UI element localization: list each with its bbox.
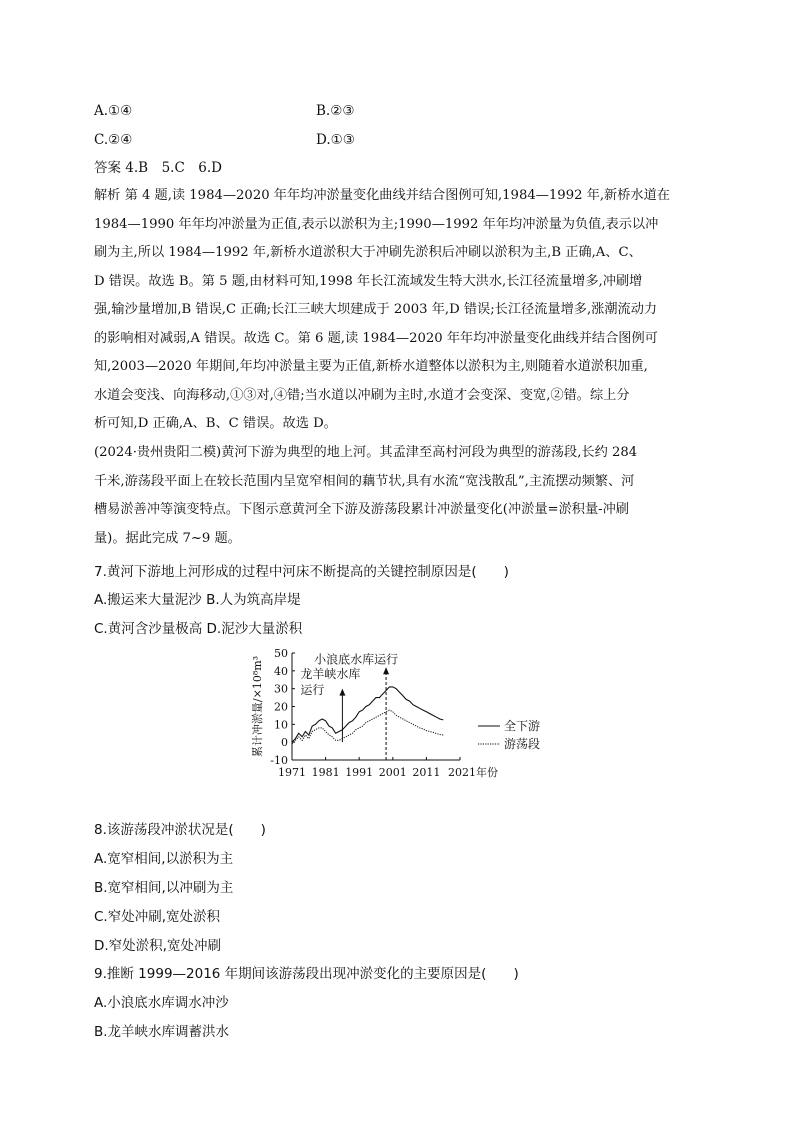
- question-7-options-ab: A.搬运来大量泥沙 B.人为筑高岸堤: [94, 592, 301, 608]
- question-8-option: D.窄处淤积,宽处冲刷: [94, 938, 221, 954]
- question-8-option: B.宽窄相间,以冲刷为主: [94, 880, 234, 896]
- option-row-ab: [94, 101, 355, 121]
- x-tick-label: 2001: [378, 766, 407, 779]
- chart-legend: [478, 718, 540, 751]
- chart-axes: [250, 647, 498, 779]
- material-paragraph: [94, 439, 704, 553]
- annotation-arrow-head: [383, 667, 389, 674]
- option-a: A.①④: [94, 103, 133, 119]
- y-tick-label: 40: [274, 664, 288, 678]
- analysis-line: 析可知,D 正确,A、B、C 错误。故选 D。: [94, 416, 337, 431]
- chart: [245, 645, 565, 785]
- option-c: C.②④: [94, 132, 133, 148]
- question-7-stem: 7.黄河下游地上河形成的过程中河床不断提高的关键控制原因是( ): [94, 564, 509, 580]
- annotation-label: 小浪底水库运行: [314, 652, 399, 667]
- x-tick-label: 1991: [345, 766, 374, 779]
- analysis-line: D 错误。故选 B。第 5 题,由材料可知,1998 年长江流域发生特大洪水,长江径流量增多,冲刷增: [94, 273, 643, 289]
- y-tick-label: 50: [274, 647, 288, 660]
- y-tick-label: 30: [274, 682, 288, 696]
- x-tick-label: 1971: [278, 766, 306, 779]
- analysis-line: 刷为主,所以 1984—1992 年,新桥水道淤积大于冲刷先淤积后冲刷以淤积为主,B 正确,A、C、: [94, 245, 642, 260]
- answer-line: 答案 4.B 5.C 6.D: [94, 160, 223, 176]
- question-9-stem: 9.推断 1999—2016 年期间该游荡段出现冲淤变化的主要原因是( ): [94, 966, 519, 982]
- annotation-arrow-head: [339, 689, 345, 696]
- question-8-option: A.宽窄相间,以淤积为主: [94, 851, 234, 867]
- y-tick-label: 20: [274, 700, 288, 714]
- legend-label: 全下游: [504, 719, 541, 733]
- legend-label: 游荡段: [504, 737, 541, 751]
- question-8-stem: 8.该游荡段冲淤状况是( ): [94, 822, 266, 838]
- question-9-option: A.小浪底水库调水冲沙: [94, 995, 229, 1011]
- material-line: (2024·贵州贵阳二模)黄河下游为典型的地上河。其孟津至高村河段为典型的游荡段,长约 284: [94, 445, 638, 460]
- question-9-option: B.龙羊峡水库调蓄洪水: [94, 1024, 230, 1040]
- option-b: B.②③: [316, 103, 355, 119]
- y-tick-label: -10: [270, 754, 288, 767]
- material-line: 槽易淤善冲等演变特点。下图示意黄河全下游及游荡段累计冲淤量变化(冲淤量=淤积量-冲刷: [94, 502, 629, 517]
- analysis-line: 知,2003—2020 年期间,年均冲淤量主要为正值,新桥水道整体以淤积为主,则随着水道淤积加重,: [94, 359, 648, 374]
- annotation-label: 龙羊峡水库: [300, 666, 361, 681]
- x-tick-label: 2021年份: [448, 766, 498, 779]
- option-row-cd: [94, 130, 355, 150]
- analysis-line: 水道会变浅、向海移动,①③对,④错;当水道以冲刷为主时,水道才会变深、变宽,②错。综上分: [94, 387, 630, 403]
- question-8-option: C.窄处冲刷,宽处淤积: [94, 909, 221, 925]
- question-7-options-cd: C.黄河含沙量极高 D.泥沙大量淤积: [94, 621, 303, 637]
- analysis-paragraph: [94, 182, 704, 439]
- y-tick-label: 10: [274, 718, 288, 732]
- x-tick-label: 1981: [311, 766, 340, 779]
- annotation-label: 运行: [300, 682, 325, 697]
- analysis-line: 1984—1990 年年均冲淤量为正值,表示以淤积为主;1990—1992 年年均冲淤量为负值,表示以冲: [94, 216, 659, 232]
- analysis-line: 解析 第 4 题,读 1984—2020 年年均冲淤量变化曲线并结合图例可知,1984—1992 年,新桥水道在: [94, 188, 670, 203]
- analysis-line: 的影响相对减弱,A 错误。故选 C。第 6 题,读 1984—2020 年年均冲淤量变化曲线并结合图例可: [94, 330, 658, 346]
- option-d: D.①③: [316, 132, 355, 148]
- material-line: 量)。据此完成 7~9 题。: [94, 530, 241, 546]
- chart-annotations: [300, 652, 398, 760]
- analysis-line: 强,输沙量增加,B 错误,C 正确;长江三峡大坝建成于 2003 年,D 错误;长江径流量增多,涨潮流动力: [94, 302, 658, 317]
- series-line-1: [292, 710, 443, 744]
- material-line: 千米,游荡段平面上在较长范围内呈宽窄相间的藕节状,具有水流“宽浅散乱”,主流摆动频繁、河: [94, 473, 635, 489]
- y-tick-label: 0: [281, 736, 288, 750]
- y-axis-label: 累计冲淤量/×10⁸m³: [251, 655, 264, 758]
- x-tick-label: 2011: [412, 766, 441, 779]
